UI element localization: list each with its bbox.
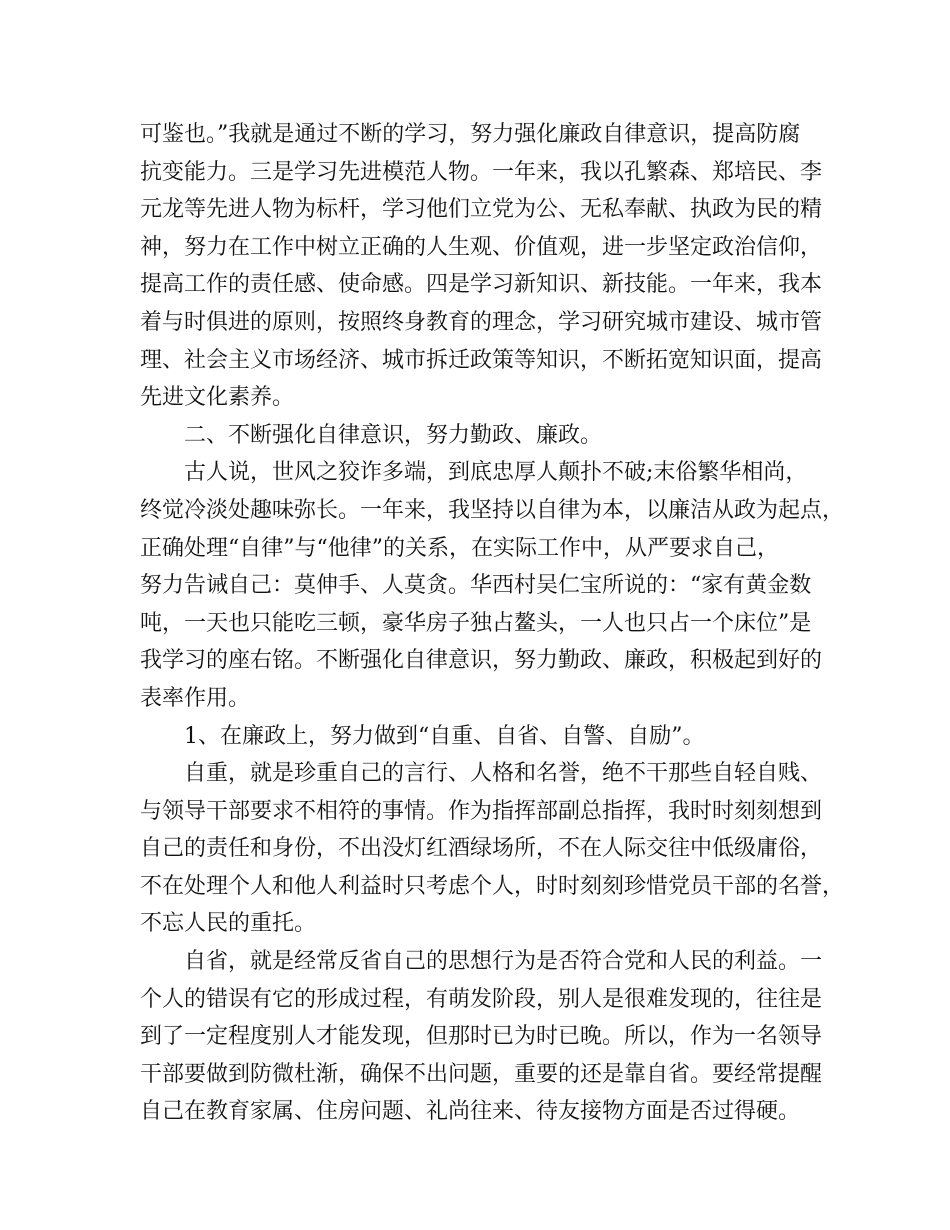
text-line: 元龙等先进人物为标杆，学习他们立党为公、无私奉献、执政为民的精	[140, 197, 823, 223]
text-line: 到了一定程度别人才能发现，但那时已为时已晚。所以，作为一名领导	[140, 1024, 823, 1050]
text-line: 神，努力在工作中树立正确的人生观、价值观，进一步坚定政治信仰，	[140, 234, 823, 260]
text-line: 1、在廉政上，努力做到“自重、自省、自警、自励”。	[184, 723, 705, 749]
text-line: 不在处理个人和他人利益时只考虑个人，时时刻刻珍惜党员干部的名誉，	[140, 873, 845, 899]
text-line: 理、社会主义市场经济、城市拆迁政策等知识，不断拓宽知识面，提高	[140, 347, 823, 373]
text-line: 努力告诫自己：莫伸手、人莫贪。华西村吴仁宝所说的：“家有黄金数	[140, 573, 812, 599]
document-body	[140, 116, 845, 1131]
text-line: 自省，就是经常反省自己的思想行为是否符合党和人民的利益。一	[184, 949, 823, 975]
text-line: 正确处理“自律”与“他律”的关系，在实际工作中，从严要求自己，	[140, 535, 779, 561]
paragraph	[140, 454, 845, 717]
paragraph	[140, 417, 830, 455]
paragraph	[140, 755, 845, 943]
text-line: 先进文化素养。	[140, 385, 295, 411]
text-line: 个人的错误有它的形成过程，有萌发阶段，别人是很难发现的，往往是	[140, 986, 823, 1012]
paragraph	[140, 943, 830, 1131]
text-line: 我学习的座右铭。不断强化自律意识，努力勤政、廉政，积极起到好的	[140, 648, 823, 674]
text-line: 吨，一天也只能吃三顿，豪华房子独占鳌头，一人也只占一个床位”是	[140, 610, 812, 636]
text-line: 提高工作的责任感、使命感。四是学习新知识、新技能。一年来，我本	[140, 272, 823, 298]
text-line: 着与时俱进的原则，按照终身教育的理念，学习研究城市建设、城市管	[140, 309, 823, 335]
text-line: 古人说，世风之狡诈多端，到底忠厚人颠扑不破;末俗繁华相尚，	[184, 460, 808, 486]
text-line: 可鉴也。”我就是通过不断的学习，努力强化廉政自律意识，提高防腐	[140, 122, 801, 147]
text-line: 自己在教育家属、住房问题、礼尚往来、待友接物方面是否过得硬。	[140, 1099, 801, 1125]
text-line: 表率作用。	[140, 685, 251, 711]
paragraph	[140, 718, 830, 756]
text-line: 自重，就是珍重自己的言行、人格和名誉，绝不干那些自轻自贱、	[184, 761, 823, 787]
paragraph	[140, 116, 830, 417]
text-line: 与领导干部要求不相符的事情。作为指挥部副总指挥，我时时刻刻想到	[140, 798, 823, 824]
text-line: 自己的责任和身份，不出没灯红酒绿场所，不在人际交往中低级庸俗，	[140, 836, 823, 862]
text-line: 不忘人民的重托。	[140, 911, 317, 937]
text-line: 干部要做到防微杜渐，确保不出问题，重要的还是靠自省。要经常提醒	[140, 1061, 823, 1087]
text-line: 二、不断强化自律意识，努力勤政、廉政。	[184, 422, 603, 448]
text-line: 终觉冷淡处趣味弥长。一年来，我坚持以自律为本，以廉洁从政为起点，	[140, 497, 845, 523]
text-line: 抗变能力。三是学习先进模范人物。一年来，我以孔繁森、郑培民、李	[140, 159, 823, 185]
